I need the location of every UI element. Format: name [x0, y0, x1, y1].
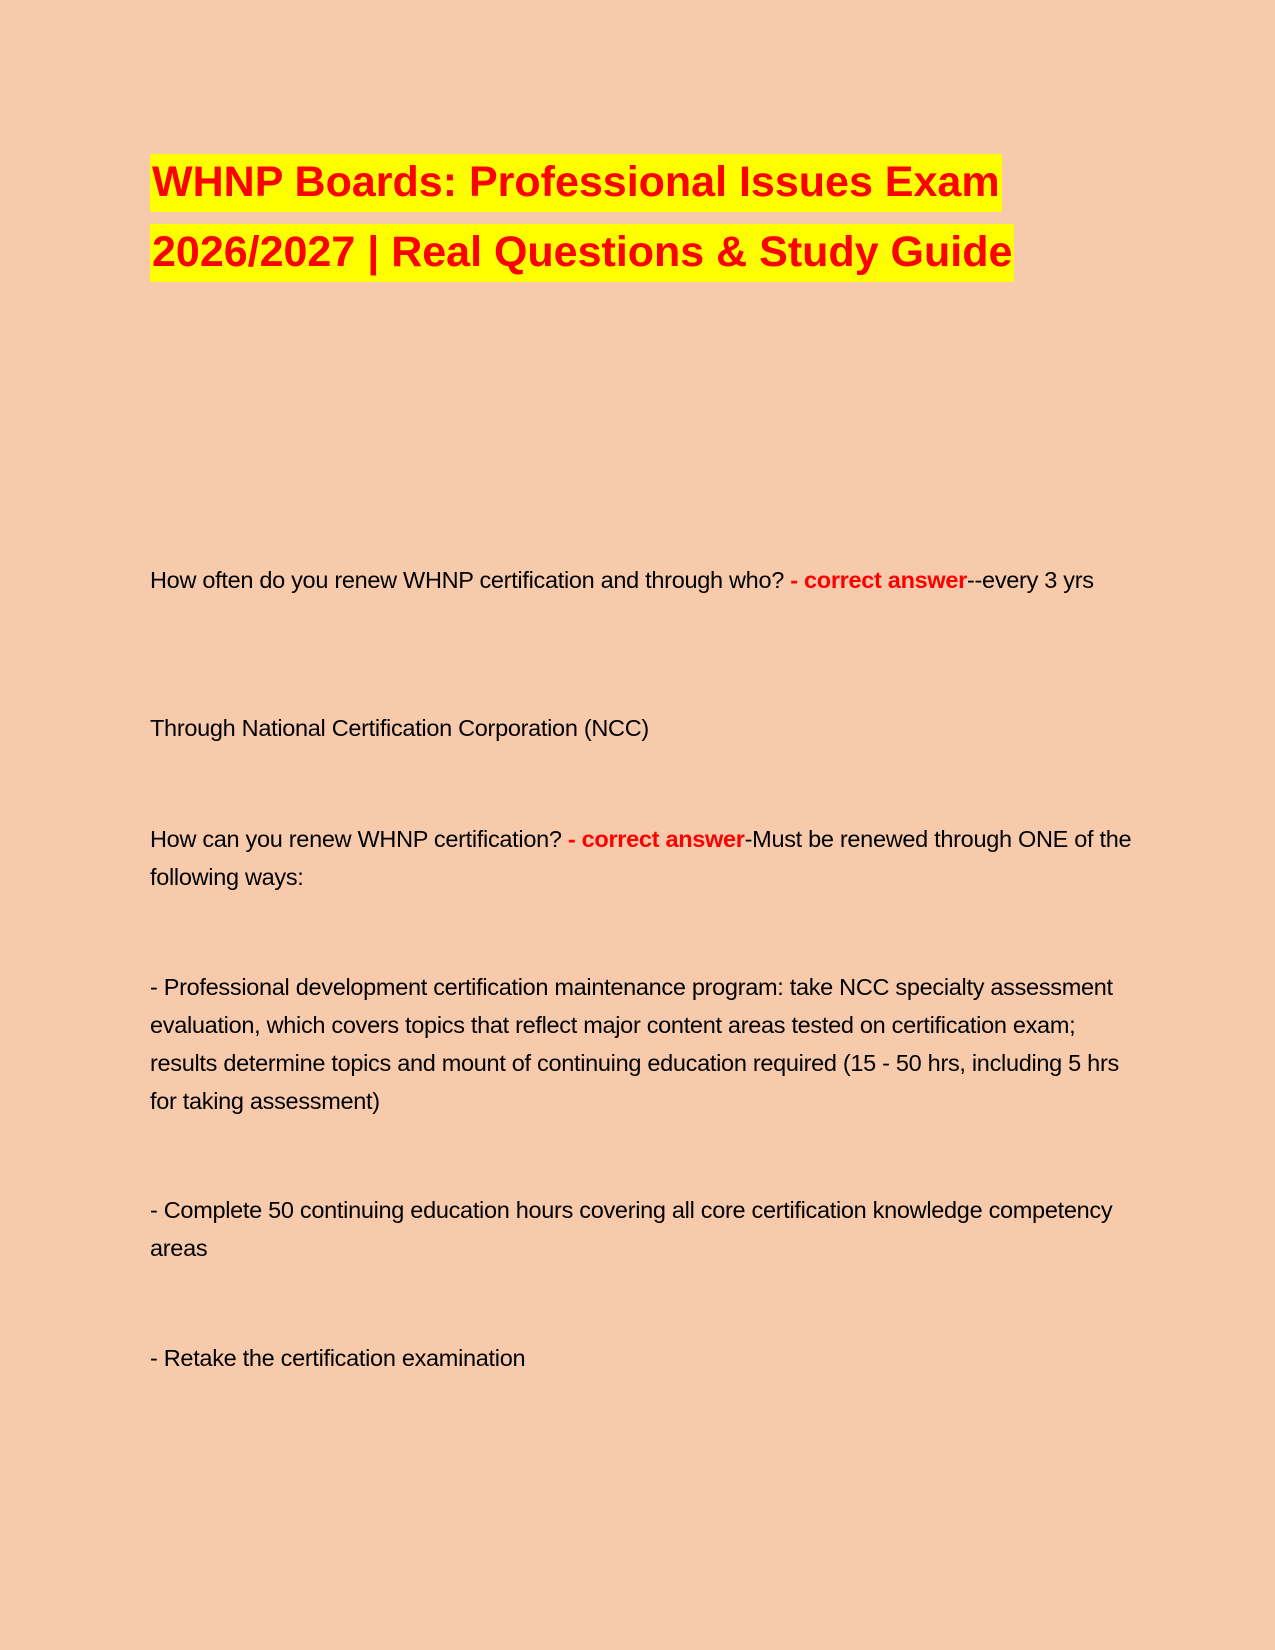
question-1 — [150, 561, 1140, 599]
answer-1-extra: Through National Certification Corporation (NCC) — [150, 715, 649, 741]
answer-text: -Must be renewed through ONE of the following ways: — [150, 826, 1132, 890]
answer-label: - correct answer — [567, 826, 745, 852]
title-line-2: 2026/2027 | Real Questions & Study Guide — [150, 224, 1014, 282]
title-line-1: WHNP Boards: Professional Issues Exam — [150, 154, 1002, 212]
document-title — [150, 147, 1150, 287]
renewal-option-1: - Professional development certification maintenance program: take NCC specialty assessment evaluation, which covers topics that reflect major content areas tested on certification exam; results determine topics and mount of continuing education required (15 - 50 hrs, including 5 hrs for taking assessment) — [150, 974, 1119, 1114]
renewal-option-2: - Complete 50 continuing education hours covering all core certification knowledge competency areas — [150, 1197, 1113, 1261]
answer-text: --every 3 yrs — [967, 567, 1094, 593]
answer-label: - correct answer — [790, 567, 967, 593]
renewal-option-3: - Retake the certification examination — [150, 1345, 526, 1371]
question-2 — [150, 820, 1140, 896]
question-text: How often do you renew WHNP certification and through who? — [150, 567, 791, 593]
question-text: How can you renew WHNP certification? — [150, 826, 568, 852]
